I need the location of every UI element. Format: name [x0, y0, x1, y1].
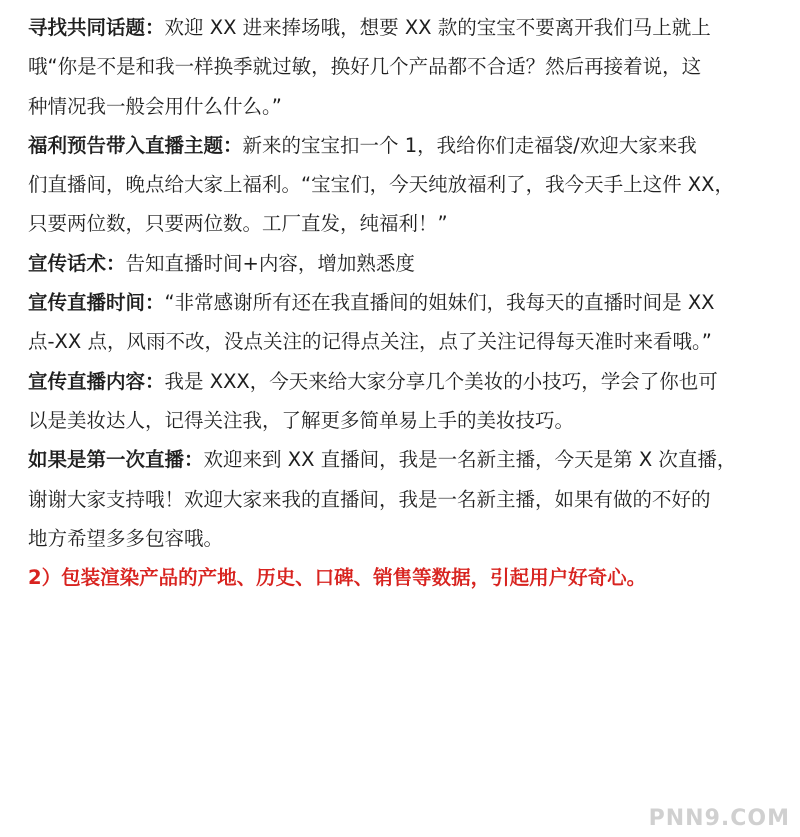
paragraph-text: 新来的宝宝扣一个 1，我给你们走福袋/欢迎大家来我 [242, 133, 697, 157]
paragraph-line: 点-XX 点，风雨不改，没点关注的记得点关注，点了关注记得每天准时来看哦。” [28, 330, 712, 354]
paragraph-text: 欢迎来到 XX 直播间，我是一名新主播，今天是第 X 次直播， [203, 448, 737, 472]
paragraph-line: 种情况我一般会用什么什么。” [28, 94, 282, 118]
paragraph-heading: 宣传话术： [28, 251, 126, 275]
paragraph-line: 谢谢大家支持哦！欢迎大家来我的直播间，我是一名新主播，如果有做的不好的 [28, 487, 711, 511]
paragraph-heading: 如果是第一次直播： [28, 448, 204, 472]
document-body [28, 8, 778, 597]
paragraph-heading: 宣传直播时间： [28, 291, 165, 315]
paragraph-heading: 宣传直播内容： [28, 369, 165, 393]
paragraph-text: 告知直播时间+内容，增加熟悉度 [125, 251, 415, 275]
paragraph-text: 欢迎 XX 进来捧场哦，想要 XX 款的宝宝不要离开我们马上就上 [164, 16, 711, 39]
paragraph-text: 我是 XXX，今天来给大家分享几个美妆的小技巧，学会了你也可 [164, 369, 718, 393]
paragraph-heading: 寻找共同话题： [28, 16, 165, 39]
paragraph-line [28, 126, 778, 165]
paragraph-line: 地方希望多多包容哦。 [28, 526, 224, 550]
paragraph-line: 们直播间，晚点给大家上福利。“宝宝们，今天纯放福利了，我今天手上这件 XX， [28, 173, 735, 197]
paragraph-line: 以是美妆达人，记得关注我，了解更多简单易上手的美妆技巧。 [28, 408, 575, 432]
paragraph-line [28, 8, 778, 47]
paragraph-text: “非常感谢所有还在我直播间的姐妹们，我每天的直播时间是 XX [164, 291, 715, 315]
paragraph-line [28, 244, 778, 283]
paragraph-line [28, 440, 778, 479]
paragraph-line: 哦“你是不是和我一样换季就过敏，换好几个产品都不合适？然后再接着说，这 [28, 55, 702, 79]
watermark: PNN9.COM [648, 806, 790, 831]
paragraph-heading: 福利预告带入直播主题： [28, 133, 243, 157]
paragraph-line [28, 362, 778, 401]
paragraph-line: 只要两位数，只要两位数。工厂直发，纯福利！” [28, 212, 448, 236]
paragraph-line [28, 283, 778, 322]
section-heading: 2）包装渲染产品的产地、历史、口碑、销售等数据，引起用户好奇心。 [28, 566, 647, 590]
